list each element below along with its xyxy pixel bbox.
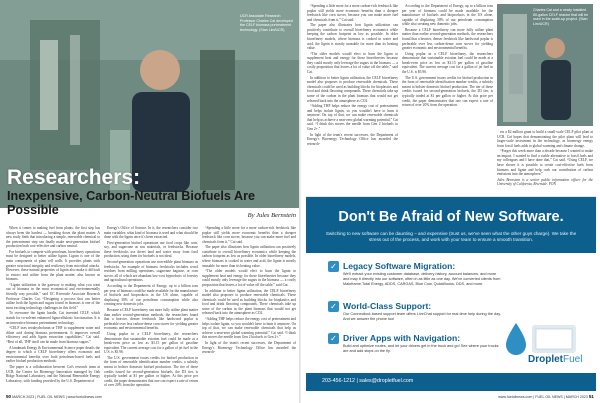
paragraph: In addition to better lignin utilization, the CELF biorefinery model also proposes to produce renewable chemicals. These chemicals could be used as building blocks for bioplastics and food and drink flavoring compounds. These chemicals take up some of the carbon in the plant biomass that would not get released back into the atmosphere as CO2. — [307, 75, 398, 103]
paragraph: First-generation biofuel operations use food crops like corn, soy, and sugarcane as raw materials, or feedstocks. Because these feedstocks use divert land and water away from food production, using them for biofuels is not ideal. — [104, 240, 198, 259]
page-gutter — [299, 0, 301, 403]
droplet-logo-icon — [502, 319, 588, 359]
paragraph: In addition to better lignin utilization, the CELF biorefinery model also proposes to produce renewable chemicals. These chemicals could be used as building blocks for bioplastics and food and drink flavoring compounds. These chemicals take up some of the carbon in the plant biomass that would not get released back into the atmosphere as CO2. — [202, 288, 296, 316]
article-column-6 — [497, 130, 593, 188]
article-column-5 — [402, 4, 493, 188]
paragraph: “The older models would elect to burn the lignin to supplement heat and energy for these biorefineries because they could mostly only leverage the sugars in the biomass — a costly proposition that leaves a lot of value off the table,” said Cai. — [307, 51, 398, 75]
paragraph: “CELF uses tetrahydrofuran or THF to supplement water and dilute acid during biomass pretreatment. It improves overall efficiency and adds lignin extraction capabilities,” Cai said. “Best of all, THF itself can be made from biomass sugars.” — [6, 326, 100, 344]
article-column-3 — [202, 226, 296, 391]
paragraph: “Lignin utilization is the gateway to making what you want out of biomass in the most economical and environmentally friendly way possible,” said UC Riverside Associate Research Professor Charles Cai. “Designing a process that can better utilize both the lignin and sugars found in biomass is one of the most exciting technology challenges in this field.” — [6, 282, 100, 310]
brand-suffix: Fuel — [563, 354, 583, 365]
folio-right — [498, 394, 594, 399]
paragraph: The paper also illustrates how lignin utilization can positively contribute to overall biorefinery economics while keeping the carbon footprint as low as possible. In older biorefinery models, where biomass is cooked in water and acid, the lignin is mostly unusable for more than its heating value. — [202, 245, 296, 268]
ad-headline: Don't Be Afraid of New Software. — [338, 209, 564, 225]
paragraph: Using poplar in a CELF biorefinery, the researchers demonstrate that sustainable aviation fuel could be made at a break-even price as low as $3.15 per gallon of gasoline equivalent. The current average cost for a gallon of jet fuel in the U.S. is $5.96. — [402, 51, 493, 75]
paragraph: The paper also illustrates how lignin utilization can positively contribute to overall biorefinery economics while keeping the carbon footprint as low as possible. In older biorefinery models, where biomass is cooked in water and acid, the lignin is mostly unusable for more than its heating value. — [307, 23, 398, 51]
paragraph: Energy's Office of Science. In it, the researchers consider two main variables: what kind of biomass is used and what should be done with the lignin once it's been extracted. — [104, 226, 198, 240]
software-advertisement[interactable] — [306, 196, 596, 390]
checkmark-icon: ✓ — [328, 301, 339, 312]
article-column-1 — [6, 226, 100, 391]
issue-info: www.fueloilnews.com | FUEL OIL NEWS | MARCH 2023 — [498, 395, 588, 399]
checkmark-icon: ✓ — [328, 261, 339, 272]
paragraph: Because a CELF biorefinery can more fully utilize plant matter than earlier second-generation methods, the researchers found that a heavier, denser feedstock like hardwood poplar is preferable over less carbon-dense corn stover for yielding greater economic and environmental benefits. — [402, 27, 493, 51]
paragraph: According to the Department of Energy, up to a billion tons per year of biomass could be made available for the manufacture of biofuels and bioproducts in the US alone, capable of displacing 30% of our petroleum consumption while also creating new domestic jobs. — [104, 284, 198, 307]
paragraph: ers a $2 million grant to build a small-scale CELF pilot plant at UCR. Cai hopes that demonstrating the pilot plant will lead to larger-scale investment in the technology, as bioenergy energy from fossil fuels adds to global warming and climate change. — [497, 130, 593, 148]
paragraph: “Spending a little more for a more carbon-rich feedstock like poplar still yields more economic benefits than a cheaper feedstock like corn stover, because you can make more fuel and chemicals from it,” Cai said. — [202, 226, 296, 244]
article-headline: Researchers: — [7, 166, 141, 189]
ad-item-title: Driver Apps with Navigation: — [343, 333, 461, 343]
article-column-2 — [104, 226, 198, 391]
paragraph: “Spending a little more for a more carbon-rich feedstock like poplar still yields more economic benefits than a cheaper feedstock like corn stover, because you can make more fuel and chemicals from it,” Cai said. — [307, 4, 398, 22]
paragraph: Because a CELF biorefinery can more fully utilize plant matter than earlier second-generation methods, the researchers found that a heavier, denser feedstock like hardwood poplar is preferable over less carbon-dense corn stover for yielding greater economic and environmental benefits. — [104, 308, 198, 331]
ad-item-desc: We'll extract your existing customer database, delivery history, account balances, and more and map it directly into our software, often in as little as one day. We've converted clients from Mainframe,Total Energy, ADDS, CARGAS, Blue Cow, QuickBooks, DDS, and more. — [343, 272, 501, 286]
byline: By Jules Bernstein — [247, 212, 296, 219]
ad-item-desc: Build and optimize routes, and let your drivers get in the truck and go! See where your trucks are and add stops on the fly. — [343, 344, 499, 353]
ad-item-desc: Our Connecticut-based support team offers LiveChat support for real-time help during the day. And we answer the phone too! — [343, 312, 501, 321]
article-subhead: Inexpensive, Carbon-Neutral Biofuels Are Possible — [7, 189, 255, 217]
ad-subtext: Switching to new software can be daunting – and expensive (trust us, we've seen what the other guys charge). We take the stress out of the process, and work with your team to ensure a smooth transition. — [325, 231, 577, 242]
folio-left — [6, 394, 102, 399]
paragraph: In light of the team's recent successes, the Department of Energy's Bioenergy Technology Office has awarded the research- — [202, 341, 296, 355]
paragraph: A landmark Energy & Environmental Science paper details the degree to which a CELF biorefinery offers economic and environmental benefits over both petroleum-based fuels and earlier biofuel production methods. — [6, 345, 100, 364]
checkmark-icon: ✓ — [328, 333, 339, 344]
ad-item-title: World-Class Support: — [343, 301, 432, 311]
paragraph: In light of the team's recent successes, the Department of Energy's Bioenergy Technology Office has awarded the research- — [307, 132, 398, 146]
paragraph: To overcome the lignin hurdle, Cai invented CELF, which stands for co-solvent enhanced lignocellulosic fractionation. It is an innovative biomass pretreatment technology. — [6, 311, 100, 325]
ad-banner — [306, 197, 596, 253]
inset-caption: Charles Cai and a newly installed 80-gallon CELF reactor that will be used in the scale-up project. (Stan Lim/UCR) — [533, 8, 589, 26]
brand-name: Droplet — [528, 354, 563, 365]
ad-footer — [306, 373, 596, 391]
paragraph: “Adding THF helps reduce the energy cost of pretreatment and helps isolate lignin, so you wouldn't have to burn it anymore. On top of that, we can make renewable chemicals that help us achieve a near-zero global warming potential,” Cai said. “I think this moves the needle from Gen 2 biofuels to Gen 2+.” — [202, 317, 296, 340]
issue-info: MARCH 2023 | FUEL OIL NEWS | www.fueloilnews.com — [12, 395, 102, 399]
article-column-4 — [307, 4, 398, 188]
paragraph: “Adding THF helps reduce the energy cost of pretreatment and helps isolate lignin, so you wouldn't have to burn it anymore. On top of that, we can make renewable chemicals that help us achieve a near-zero global warming potential,” Cai said. “I think this moves the needle from Gen 2 biofuels to Gen 2+.” — [307, 104, 398, 131]
page-number: 50 — [6, 394, 12, 399]
ad-contact[interactable]: 203-456-1212 | sales@dropletfuel.com — [322, 378, 414, 384]
paragraph: Using poplar in a CELF biorefinery, the researchers demonstrate that sustainable aviation fuel could be made at a break-even price as low as $3.15 per gallon of gasoline equivalent. The current average cost for a gallon of jet fuel in the U.S. is $5.96. — [104, 331, 198, 355]
page-number: 51 — [588, 394, 594, 399]
paragraph: “Forget this week more than a decade because I wanted to make an impact. I wanted to find a viable alternative to fossil fuels and my colleagues and I have done that,” Cai said. “Using CELF, we have shown it is possible to create cost-effective fuels from biomass and lignin and help curb our contribution of carbon emissions into the atmosphere.” — [497, 149, 593, 177]
paragraph: According to the Department of Energy, up to a billion tons per year of biomass could be made available for the manufacture of biofuels and bioproducts in the US alone, capable of displacing 30% of our petroleum consumption while also creating new domestic jobs. — [402, 4, 493, 27]
paragraph: When it comes to making fuel from plants, the first step has always been the hardest — breaking down the plant matter. A new study finds that introducing a simple, renewable chemical to the pretreatment step can finally make next-generation biofuel production both cost-effective and carbon neutral. — [6, 226, 100, 249]
paragraph: The U.S. government issues credits for biofuel production in the form of renewable identification number credits, a subsidy meant to bolster domestic biofuel production. The tier of these credits issued for second-generation biofuels, the D3 tier, is typically traded at $1 per gallon or higher. At this price per credit, the paper demonstrates that one can expect a rate of return of over 20% from the operation. — [402, 75, 493, 108]
paragraph: “The older models would elect to burn the lignin to supplement heat and energy for these biorefineries because they could mostly only leverage the sugars in the biomass — a costly proposition that leaves a lot of value off the table,” said Cai. — [202, 269, 296, 287]
paragraph: The U.S. government issues credits for biofuel production in the form of renewable identification number credits, a subsidy meant to bolster domestic biofuel production. The tier of these credits issued for second-generation biofuels, the D3 tier, is typically traded at $1 per gallon or higher. At this price per credit, the paper demonstrates that one can expect a rate of return of over 20% from the operation. — [104, 355, 198, 388]
author-credit: Jules Bernstein is a senior public information officer for the University of California, Riverside. FON — [497, 177, 593, 187]
paragraph: For biofuels to compete with petroleum, biorefinery operations must be designed to better utilize lignin. Lignin is one of the main components of plant cell walls. It provides plants with greater structural integrity and resiliency from microbial attacks. However, these natural properties of lignin also make it difficult to extract and utilize from the plant matter, also known as biomass. — [6, 249, 100, 282]
paragraph: Second-generation operations use non-edible plant biomass as feedstocks. An example of biomass feedstocks includes wood residues from milling operations, sugarcane bagasse, or corn stover, all of which are abundant low-cost byproducts of forestry and agricultural operations. — [104, 260, 198, 283]
photo-caption: UCR Associate Research Professor Charles Cai developed the CELF biomass pretreatment technology. (Stan Lim/UCR) — [240, 14, 293, 32]
ad-brand — [528, 354, 594, 365]
paragraph: The paper is a collaboration between Cai's research team at UCR, the Center for Bioenergy Innovation managed by Oak Ridge National Laboratory, and the National Renewable Energy Laboratory, with funding provided by the U.S. Department of — [6, 364, 100, 383]
ad-item-title: Legacy Software Migration: — [343, 261, 456, 271]
